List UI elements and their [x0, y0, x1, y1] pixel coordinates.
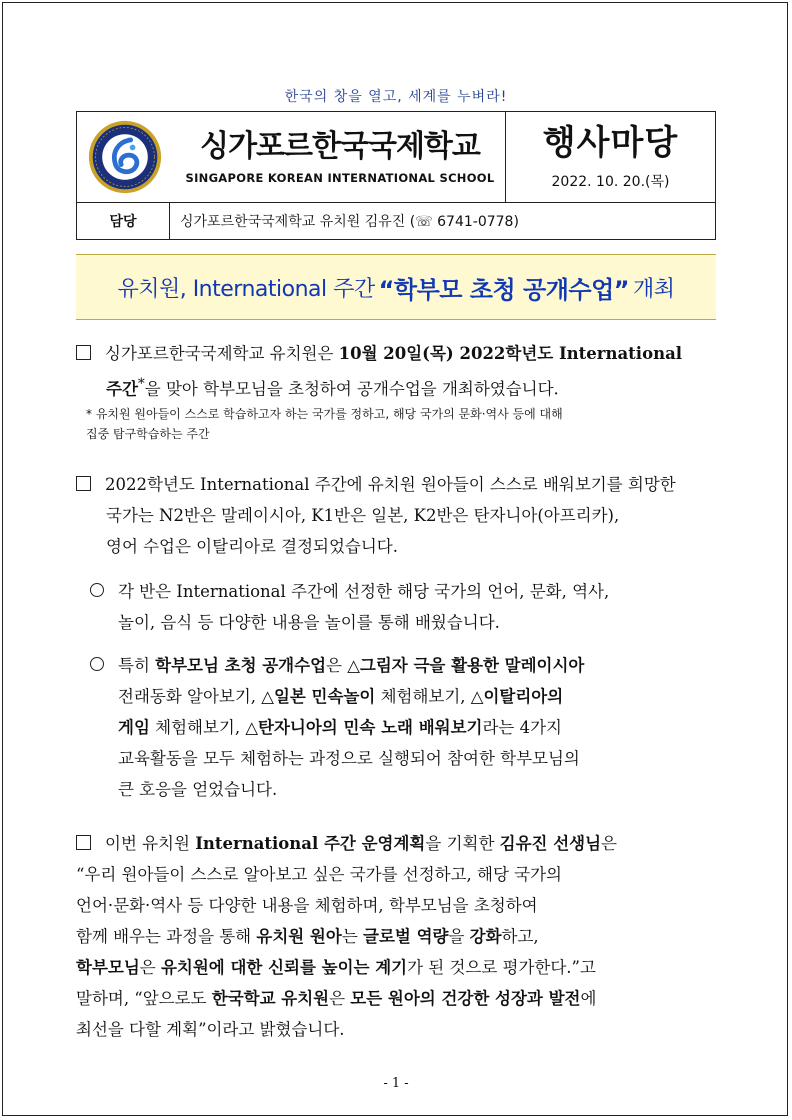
header-table	[76, 111, 716, 240]
text: 는	[341, 927, 364, 946]
text: 싱가포르한국국제학교 유치원은	[105, 344, 339, 363]
text: 전래동화 알아보기,	[118, 687, 262, 706]
text-bold: 모든 원아의 건강한 성장과 발전	[350, 989, 581, 1008]
text-bold: 강화	[469, 927, 502, 946]
event-cell	[506, 112, 716, 203]
text-bold: 학부모님 초청 공개수업	[155, 656, 327, 675]
text-bold: 학부모님	[76, 958, 140, 977]
text: 을 맞아 학부모님을 초청하여 공개수업을 개최하였습니다.	[144, 379, 559, 399]
text: “우리 원아들이 스스로 알아보고 싶은 국가를 선정하고, 해당 국가의	[76, 865, 562, 884]
text: 은	[139, 958, 161, 977]
event-title: 행사마당	[542, 123, 679, 163]
text-bold: △탄자니아의 민속 노래 배워보기	[245, 718, 483, 737]
section-1	[76, 338, 716, 405]
text: 은	[326, 656, 348, 675]
text: 체험해보기,	[375, 687, 471, 706]
text: 라는 4가지	[482, 718, 562, 737]
bullet-1	[76, 576, 716, 638]
text-bold: 김유진 선생님	[499, 834, 602, 853]
text: 은	[601, 834, 617, 853]
footnote	[86, 404, 716, 444]
page-number: - 1 -	[383, 1076, 409, 1091]
text: 말하며, “앞으로도	[76, 989, 212, 1008]
checkbox-square-icon	[76, 345, 91, 360]
text-bold: International 주간 운영계획	[195, 834, 426, 853]
circle-bullet-icon	[90, 657, 104, 671]
headline-banner	[76, 254, 716, 320]
text: 은	[329, 989, 351, 1008]
text-bold: △그림자 극을 활용한 말레이시아	[347, 656, 585, 675]
text-bold: 유치원 원아	[256, 927, 342, 946]
text: 영어 수업은 이탈리아로 결정되었습니다.	[106, 537, 398, 556]
text: 교육활동을 모두 체험하는 과정으로 실행되어 참여한 학부모님의	[118, 749, 580, 768]
text-bold: △이탈리아의	[470, 687, 564, 706]
text: 하고,	[501, 927, 539, 946]
text: 체험해보기,	[149, 718, 246, 737]
headline-pre: 유치원, International 주간	[117, 276, 375, 302]
text: 을	[448, 927, 470, 946]
text: 을 기획한	[425, 834, 500, 853]
text: 특히	[118, 656, 156, 675]
contact-text: 싱가포르한국국제학교 유치원 김유진 (☏ 6741-0778)	[180, 214, 519, 230]
text: 2022학년도 International 주간에 유치원 원아들이 스스로 배워보기를 희망한	[105, 475, 676, 494]
text-bold: 10월 20일(목) 2022학년도 International	[338, 344, 683, 363]
text-bold: 한국학교 유치원	[211, 989, 330, 1008]
slogan: 한국의 창을 열고, 세계를 누벼라!	[284, 89, 508, 105]
text: 국가는 N2반은 말레이시아, K1반은 일본, K2반은 탄자니아(아프리카),	[106, 506, 620, 525]
section-2	[76, 469, 716, 562]
event-date: 2022. 10. 20.(목)	[551, 174, 670, 190]
footnote-line: 집중 탐구학습하는 주간	[86, 427, 210, 441]
section-3	[76, 828, 716, 1045]
text: 언어·문화·역사 등 다양한 내용을 체험하며, 학부모님을 초청하여	[76, 896, 538, 915]
text: 큰 호응을 얻었습니다.	[118, 780, 278, 799]
headline-quote: “학부모 초청 공개수업”	[378, 275, 630, 304]
text: 함께 배우는 과정을 통해	[76, 927, 257, 946]
text: 가 된 것으로 평가한다.”고	[407, 958, 596, 977]
school-name-kr: 싱가포르한국국제학교	[200, 129, 480, 164]
text-bold: 유치원에 대한 신뢰를 높이는 계기	[160, 958, 408, 977]
checkbox-square-icon	[76, 476, 91, 491]
text: 에	[580, 989, 597, 1008]
text-bold: △일본 민속놀이	[261, 687, 376, 706]
text-bold: 글로벌 역량	[363, 927, 449, 946]
text-bold: 주간	[106, 379, 138, 399]
checkbox-square-icon	[76, 835, 91, 850]
headline-post: 개최	[633, 276, 675, 302]
text: 이번 유치원	[105, 834, 196, 853]
school-cell	[77, 112, 506, 203]
bullet-2	[76, 650, 716, 805]
text: 놀이, 음식 등 다양한 내용을 놀이를 통해 배웠습니다.	[118, 613, 500, 632]
text: 최선을 다할 계획”이라고 밝혔습니다.	[76, 1020, 345, 1039]
school-logo-icon	[87, 119, 163, 195]
footnote-mark: *	[137, 376, 145, 392]
text-bold: 게임	[118, 718, 150, 737]
footnote-line: * 유치원 원아들이 스스로 학습하고자 하는 국가를 정하고, 해당 국가의 문화·역사 등에 대해	[86, 407, 563, 421]
text: 각 반은 International 주간에 선정한 해당 국가의 언어, 문화, 역사,	[118, 582, 610, 601]
contact-label: 담당	[77, 203, 170, 239]
school-name-en: SINGAPORE KOREAN INTERNATIONAL SCHOOL	[185, 171, 495, 185]
circle-bullet-icon	[90, 583, 104, 597]
